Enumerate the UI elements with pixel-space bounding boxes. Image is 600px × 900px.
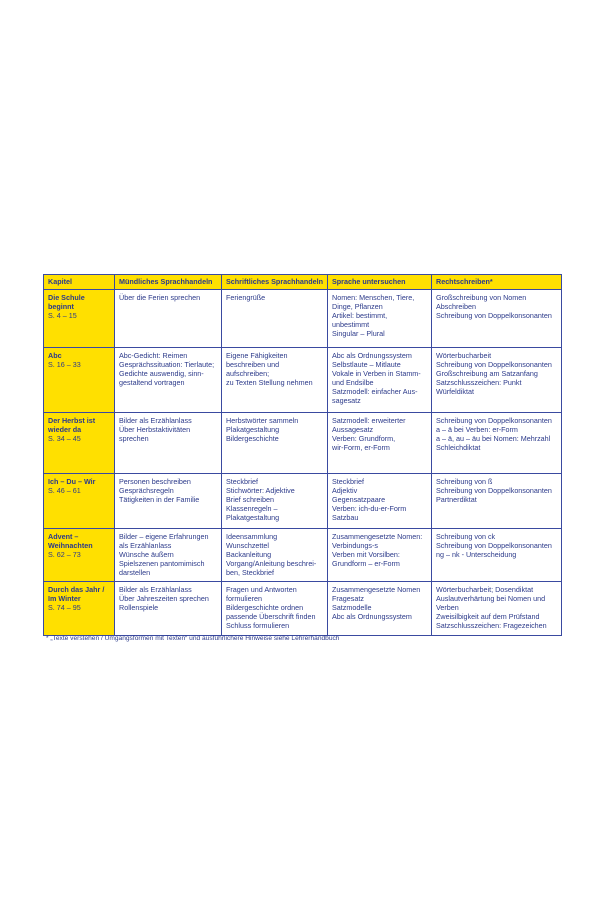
cell-line: Eigene Fähigkeiten	[226, 351, 288, 360]
cell-line: Schreibung von Doppelkonsonanten	[436, 486, 552, 495]
cell-line: Tätigkeiten in der Familie	[119, 495, 200, 504]
chapter-pages: S. 74 – 95	[48, 603, 81, 612]
header-rechtschreiben: Rechtschreiben*	[432, 275, 562, 290]
cell-rechtschreiben	[432, 413, 562, 474]
cell-line: Singular – Plural	[332, 329, 385, 338]
cell-line: Wünsche äußern	[119, 550, 174, 559]
table-row	[44, 529, 562, 582]
table-row	[44, 290, 562, 348]
cell-muendliches-sprachhandeln	[115, 582, 222, 636]
cell-rechtschreiben	[432, 529, 562, 582]
cell-line: Satzmodell: erweiterter	[332, 416, 406, 425]
cell-line: Personen beschreiben	[119, 477, 191, 486]
cell-line: Aussagesatz	[332, 425, 374, 434]
cell-line: Schreibung von Doppelkonsonanten	[436, 360, 552, 369]
cell-line: als Erzählanlass	[119, 541, 172, 550]
curriculum-table	[43, 274, 562, 636]
cell-line: Großschreibung am Satzanfang	[436, 369, 538, 378]
chapter-title: Ich – Du – Wir	[48, 477, 96, 486]
cell-line: Auslautverhärtung bei Nomen und	[436, 594, 546, 603]
cell-line: Feriengrüße	[226, 293, 266, 302]
cell-rechtschreiben	[432, 582, 562, 636]
cell-line: Schreibung von Doppelkonsonanten	[436, 541, 552, 550]
cell-line: Wunschzettel	[226, 541, 270, 550]
table-row	[44, 348, 562, 413]
cell-line: Spielszenen pantomimisch	[119, 559, 205, 568]
header-muendliches-sprachhandeln: Mündliches Sprachhandeln	[115, 275, 222, 290]
table-row	[44, 413, 562, 474]
cell-line: ng – nk - Unterscheidung	[436, 550, 517, 559]
cell-line: Verben	[436, 603, 459, 612]
cell-line: ben, Steckbrief	[226, 568, 274, 577]
cell-line: formulieren	[226, 594, 262, 603]
cell-line: und Endsilbe	[332, 378, 374, 387]
chapter-pages: S. 46 – 61	[48, 486, 81, 495]
cell-muendliches-sprachhandeln	[115, 290, 222, 348]
cell-rechtschreiben	[432, 290, 562, 348]
cell-line: sprechen	[119, 434, 149, 443]
cell-line: zu Texten Stellung nehmen	[226, 378, 313, 387]
cell-line: Gedichte auswendig, sinn-	[119, 369, 204, 378]
chapter-cell	[44, 582, 115, 636]
cell-line: Steckbrief	[332, 477, 364, 486]
cell-sprache-untersuchen	[328, 413, 432, 474]
cell-line: Schreibung von ß	[436, 477, 493, 486]
cell-line: Dinge, Pflanzen	[332, 302, 383, 311]
cell-line: Bilder als Erzählanlass	[119, 416, 192, 425]
cell-line: passende Überschrift finden	[226, 612, 316, 621]
cell-line: Abschreiben	[436, 302, 476, 311]
footnote: * „Texte verstehen / Umgangsformen mit Texten“ und ausführlichere Hinweise siehe Lehrerhandbuch	[46, 635, 340, 642]
cell-line: Adjektiv	[332, 486, 358, 495]
table-row	[44, 582, 562, 636]
chapter-title: Abc	[48, 351, 62, 360]
cell-line: Grundform – er-Form	[332, 559, 400, 568]
chapter-title: Advent – Weihnachten	[48, 532, 93, 550]
cell-line: Rollenspiele	[119, 603, 159, 612]
cell-line: wir-Form, er-Form	[332, 443, 390, 452]
cell-line: Vokale in Verben in Stamm-	[332, 369, 421, 378]
cell-line: Großschreibung von Nomen	[436, 293, 527, 302]
cell-line: Plakatgestaltung	[226, 425, 280, 434]
cell-line: gestaltend vortragen	[119, 378, 185, 387]
cell-rechtschreiben	[432, 474, 562, 529]
cell-line: Verbindungs-s	[332, 541, 378, 550]
cell-line: Bilder – eigene Erfahrungen	[119, 532, 209, 541]
cell-line: Satzschlusszeichen: Fragezeichen	[436, 621, 547, 630]
chapter-pages: S. 16 – 33	[48, 360, 81, 369]
cell-line: Schreibung von ck	[436, 532, 496, 541]
cell-line: Über Herbstaktivitäten	[119, 425, 191, 434]
cell-line: Würfeldiktat	[436, 387, 474, 396]
cell-line: Gesprächsregeln	[119, 486, 174, 495]
cell-line: Abc als Ordnungssystem	[332, 351, 412, 360]
cell-line: a – ä bei Verben: er-Form	[436, 425, 518, 434]
cell-line: Bilder als Erzählanlass	[119, 585, 192, 594]
cell-muendliches-sprachhandeln	[115, 413, 222, 474]
cell-line: Zusammengesetzte Nomen:	[332, 532, 423, 541]
cell-schriftliches-sprachhandeln	[222, 290, 328, 348]
cell-line: Schreibung von Doppelkonsonanten	[436, 416, 552, 425]
table-body	[44, 290, 562, 636]
cell-line: Verben: Grundform,	[332, 434, 396, 443]
cell-line: Herbstwörter sammeln	[226, 416, 299, 425]
chapter-title: Durch das Jahr / Im Winter	[48, 585, 105, 603]
cell-line: darstellen	[119, 568, 151, 577]
cell-line: a – ä, au – äu bei Nomen: Mehrzahl	[436, 434, 551, 443]
cell-schriftliches-sprachhandeln	[222, 413, 328, 474]
cell-muendliches-sprachhandeln	[115, 474, 222, 529]
cell-line: Fragen und Antworten	[226, 585, 297, 594]
cell-line: Schleichdiktat	[436, 443, 481, 452]
cell-line: Schluss formulieren	[226, 621, 290, 630]
chapter-pages: S. 4 – 15	[48, 311, 77, 320]
cell-sprache-untersuchen	[328, 348, 432, 413]
cell-sprache-untersuchen	[328, 582, 432, 636]
cell-line: Satzschlusszeichen: Punkt	[436, 378, 522, 387]
cell-line: Verben: ich-du-er-Form	[332, 504, 407, 513]
cell-line: Selbstlaute – Mitlaute	[332, 360, 401, 369]
chapter-title: Die Schule beginnt	[48, 293, 85, 311]
cell-line: Satzmodelle	[332, 603, 372, 612]
chapter-cell	[44, 290, 115, 348]
cell-line: Klassenregeln –	[226, 504, 278, 513]
cell-sprache-untersuchen	[328, 474, 432, 529]
cell-line: Abc-Gedicht: Reimen	[119, 351, 188, 360]
cell-sprache-untersuchen	[328, 290, 432, 348]
cell-line: Satzbau	[332, 513, 359, 522]
cell-line: Wörterbucharbeit	[436, 351, 492, 360]
cell-line: unbestimmt	[332, 320, 370, 329]
cell-schriftliches-sprachhandeln	[222, 474, 328, 529]
cell-line: Bildergeschichte ordnen	[226, 603, 304, 612]
cell-line: Steckbrief	[226, 477, 258, 486]
chapter-cell	[44, 474, 115, 529]
cell-line: Stichwörter: Adjektive	[226, 486, 295, 495]
chapter-title: Der Herbst ist wieder da	[48, 416, 96, 434]
cell-line: beschreiben und aufschreiben;	[226, 360, 280, 378]
cell-line: Gesprächssituation: Tierlaute;	[119, 360, 215, 369]
chapter-cell	[44, 413, 115, 474]
cell-line: Nomen: Menschen, Tiere,	[332, 293, 415, 302]
cell-line: Partnerdiktat	[436, 495, 477, 504]
cell-schriftliches-sprachhandeln	[222, 348, 328, 413]
cell-line: Gegensatzpaare	[332, 495, 386, 504]
cell-muendliches-sprachhandeln	[115, 348, 222, 413]
table-row	[44, 474, 562, 529]
cell-line: Zusammengesetzte Nomen	[332, 585, 421, 594]
chapter-cell	[44, 348, 115, 413]
cell-line: Satzmodell: einfacher Aus-	[332, 387, 418, 396]
cell-line: Ideensammlung	[226, 532, 278, 541]
cell-line: Artikel: bestimmt,	[332, 311, 388, 320]
cell-schriftliches-sprachhandeln	[222, 529, 328, 582]
header-row	[44, 275, 562, 290]
chapter-cell	[44, 529, 115, 582]
header-kapitel: Kapitel	[44, 275, 115, 290]
cell-line: Zweisilbigkeit auf dem Prüfstand	[436, 612, 540, 621]
cell-line: Abc als Ordnungssystem	[332, 612, 412, 621]
cell-muendliches-sprachhandeln	[115, 529, 222, 582]
cell-line: sagesatz	[332, 396, 361, 405]
cell-line: Wörterbucharbeit; Dosendiktat	[436, 585, 534, 594]
cell-line: Fragesatz	[332, 594, 364, 603]
cell-line: Bildergeschichte	[226, 434, 279, 443]
chapter-pages: S. 62 – 73	[48, 550, 81, 559]
cell-sprache-untersuchen	[328, 529, 432, 582]
cell-line: Über die Ferien sprechen	[119, 293, 201, 302]
cell-line: Backanleitung	[226, 550, 272, 559]
cell-schriftliches-sprachhandeln	[222, 582, 328, 636]
chapter-pages: S. 34 – 45	[48, 434, 81, 443]
cell-line: Über Jahreszeiten sprechen	[119, 594, 209, 603]
cell-line: Verben mit Vorsilben:	[332, 550, 400, 559]
cell-line: Brief schreiben	[226, 495, 274, 504]
header-schriftliches-sprachhandeln: Schriftliches Sprachhandeln	[222, 275, 328, 290]
header-sprache-untersuchen: Sprache untersuchen	[328, 275, 432, 290]
cell-line: Plakatgestaltung	[226, 513, 280, 522]
cell-line: Schreibung von Doppelkonsonanten	[436, 311, 552, 320]
cell-rechtschreiben	[432, 348, 562, 413]
cell-line: Vorgang/Anleitung beschrei-	[226, 559, 317, 568]
